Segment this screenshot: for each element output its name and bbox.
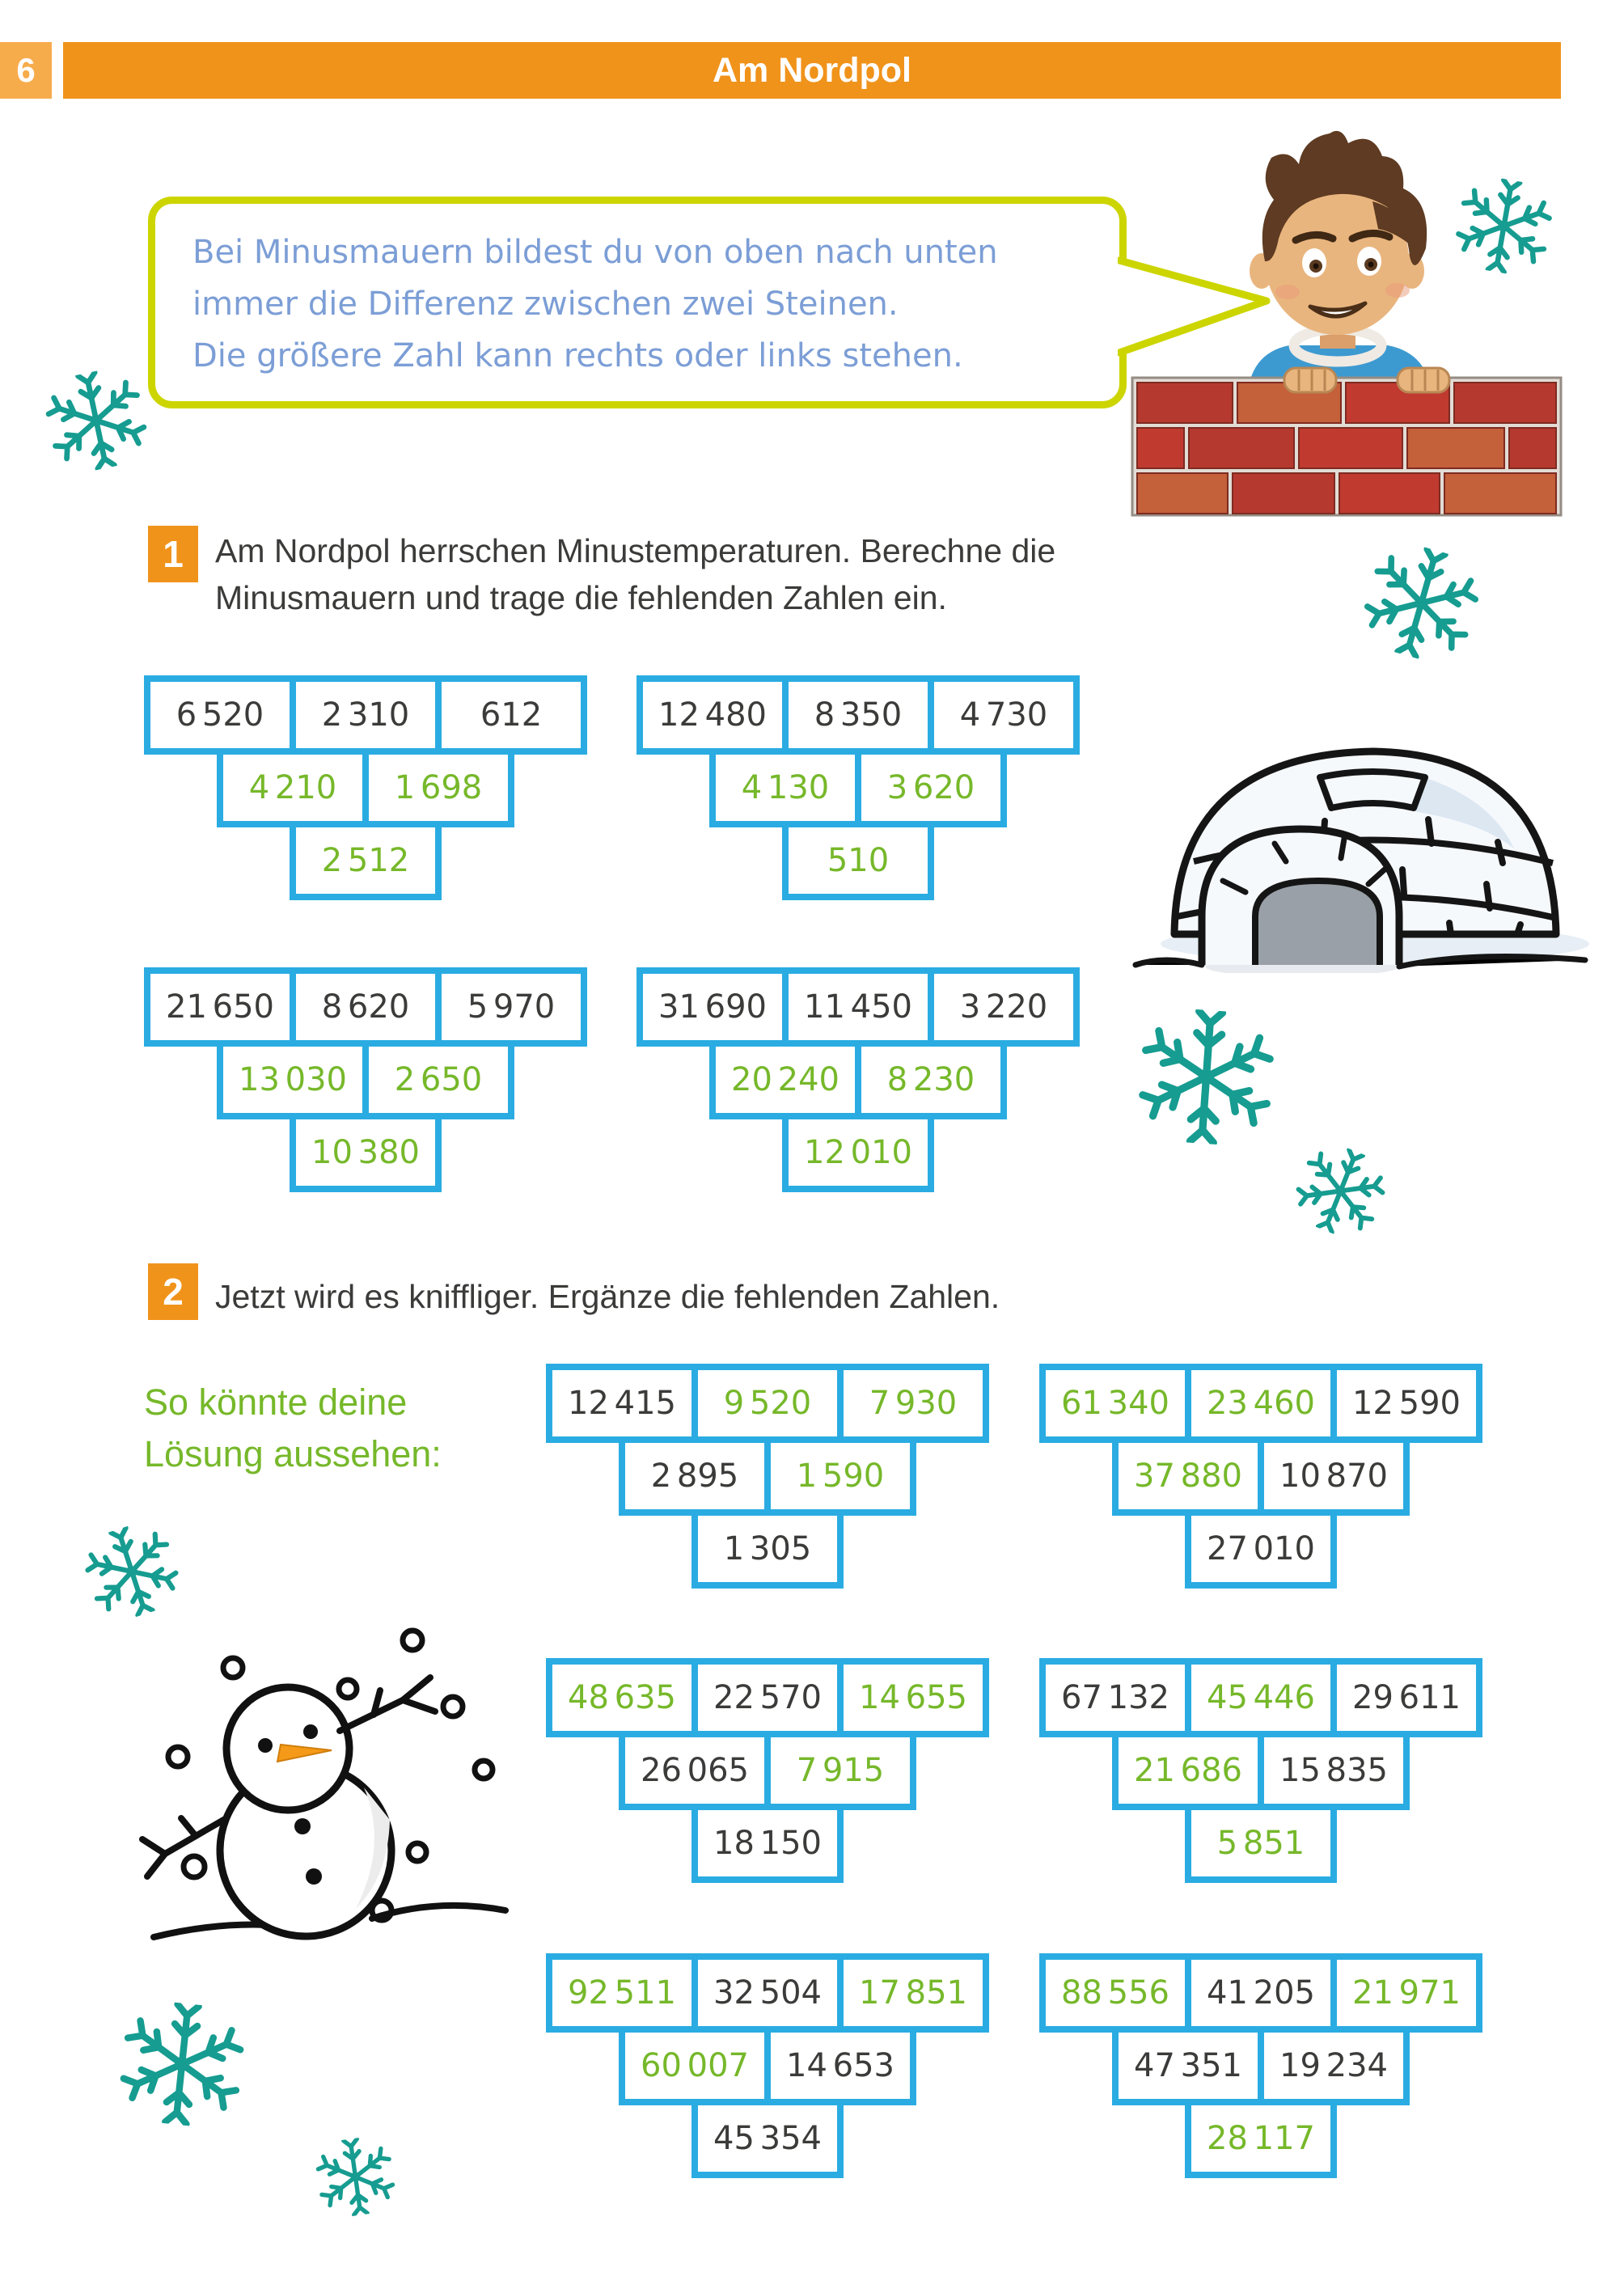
wall-cell: 88 556	[1039, 1953, 1191, 2033]
exercise1-number: 1	[163, 533, 184, 575]
wall-cell: 510	[782, 821, 934, 900]
minus-wall-b	[1039, 1364, 1482, 1589]
wall-cell: 13 030	[217, 1040, 369, 1119]
wall-cell: 1 698	[362, 748, 514, 827]
snowflake-icon	[1285, 1136, 1396, 1246]
exercise2-number-badge	[148, 1263, 198, 1320]
wall-cell: 12 480	[636, 675, 789, 755]
wall-cell: 12 010	[782, 1113, 934, 1192]
wall-cell: 5 851	[1185, 1804, 1337, 1883]
snowflake-icon	[39, 363, 154, 478]
wall-cell: 92 511	[546, 1953, 698, 2033]
solution-note-line: Lösung aussehen:	[144, 1433, 442, 1474]
bubble-line: immer die Differenz zwischen zwei Steinen.	[192, 286, 899, 323]
wall-cell: 12 590	[1330, 1364, 1482, 1443]
page-title: Am Nordpol	[712, 51, 912, 90]
exercise2-line: Jetzt wird es kniffliger. Ergänze die fehlenden Zahlen.	[215, 1278, 1000, 1315]
minus-wall-2	[636, 675, 1080, 900]
boy-behind-wall-illustration	[1126, 125, 1624, 522]
wall-cell: 5 970	[435, 967, 587, 1047]
snowflake-icon	[1135, 1005, 1277, 1148]
snowflake-icon	[116, 1998, 249, 2131]
header-bar	[63, 42, 1561, 99]
wall-cell: 4 130	[709, 748, 861, 827]
wall-cell: 19 234	[1258, 2026, 1410, 2105]
wall-cell: 26 065	[619, 1731, 771, 1810]
wall-cell: 7 915	[764, 1731, 916, 1810]
wall-cell: 2 310	[290, 675, 442, 755]
wall-cell: 4 210	[217, 748, 369, 827]
solution-note-line: So könnte deine	[144, 1381, 408, 1423]
page-number-tab	[0, 42, 52, 99]
snowflake-icon	[312, 2134, 399, 2220]
minus-wall-4	[636, 967, 1080, 1192]
wall-cell: 21 650	[144, 967, 296, 1047]
wall-cell: 28 117	[1185, 2099, 1337, 2178]
wall-cell: 8 230	[855, 1040, 1007, 1119]
wall-cell: 8 350	[782, 675, 934, 755]
exercise1-text	[215, 527, 1364, 621]
exercise1-line: Minusmauern und trage die fehlenden Zahlen ein.	[215, 579, 947, 616]
wall-cell: 45 446	[1185, 1658, 1337, 1737]
wall-cell: 29 611	[1330, 1658, 1482, 1737]
wall-cell: 21 971	[1330, 1953, 1482, 2033]
exercise1-line: Am Nordpol herrschen Minustemperaturen. Berechne die	[215, 532, 1056, 569]
wall-cell: 48 635	[546, 1658, 698, 1737]
minus-wall-e	[546, 1953, 989, 2178]
minus-wall-f	[1039, 1953, 1482, 2178]
wall-cell: 47 351	[1112, 2026, 1264, 2105]
wall-cell: 18 150	[691, 1804, 844, 1883]
wall-cell: 21 686	[1112, 1731, 1264, 1810]
wall-cell: 31 690	[636, 967, 789, 1047]
wall-cell: 12 415	[546, 1364, 698, 1443]
wall-cell: 22 570	[691, 1658, 844, 1737]
speech-bubble	[148, 197, 1127, 408]
snowflake-icon	[1450, 172, 1558, 280]
wall-cell: 67 132	[1039, 1658, 1191, 1737]
wall-cell: 2 650	[362, 1040, 514, 1119]
igloo-illustration	[1132, 649, 1618, 973]
wall-cell: 27 010	[1185, 1509, 1337, 1589]
wall-cell: 14 653	[764, 2026, 916, 2105]
minus-wall-1	[144, 675, 587, 900]
wall-cell: 10 380	[290, 1113, 442, 1192]
exercise2-text	[215, 1273, 1364, 1320]
wall-cell: 15 835	[1258, 1731, 1410, 1810]
wall-cell: 61 340	[1039, 1364, 1191, 1443]
minus-wall-3	[144, 967, 587, 1192]
wall-cell: 9 520	[691, 1364, 844, 1443]
wall-cell: 41 205	[1185, 1953, 1337, 2033]
wall-cell: 60 007	[619, 2026, 771, 2105]
minus-wall-d	[1039, 1658, 1482, 1883]
bubble-line: Die größere Zahl kann rechts oder links stehen.	[192, 337, 963, 374]
wall-cell: 23 460	[1185, 1364, 1337, 1443]
wall-cell: 37 880	[1112, 1436, 1264, 1516]
wall-cell: 2 895	[619, 1436, 771, 1516]
wall-cell: 20 240	[709, 1040, 861, 1119]
wall-cell: 10 870	[1258, 1436, 1410, 1516]
wall-cell: 3 220	[928, 967, 1080, 1047]
minus-wall-c	[546, 1658, 989, 1883]
minus-wall-a	[546, 1364, 989, 1589]
wall-cell: 3 620	[855, 748, 1007, 827]
page-number: 6	[16, 51, 36, 89]
wall-cell: 32 504	[691, 1953, 844, 2033]
wall-cell: 14 655	[837, 1658, 989, 1737]
wall-cell: 4 730	[928, 675, 1080, 755]
wall-cell: 17 851	[837, 1953, 989, 2033]
wall-cell: 612	[435, 675, 587, 755]
exercise2-number: 2	[163, 1271, 184, 1313]
bubble-line: Bei Minusmauern bildest du von oben nach unten	[192, 234, 998, 271]
wall-cell: 2 512	[290, 821, 442, 900]
wall-cell: 45 354	[691, 2099, 844, 2178]
wall-cell: 6 520	[144, 675, 296, 755]
wall-cell: 11 450	[782, 967, 934, 1047]
wall-cell: 7 930	[837, 1364, 989, 1443]
exercise1-number-badge	[148, 526, 198, 582]
snowman-illustration	[129, 1610, 510, 1949]
wall-cell: 1 590	[764, 1436, 916, 1516]
solution-note	[144, 1377, 442, 1480]
wall-cell: 8 620	[290, 967, 442, 1047]
wall-cell: 1 305	[691, 1509, 844, 1589]
